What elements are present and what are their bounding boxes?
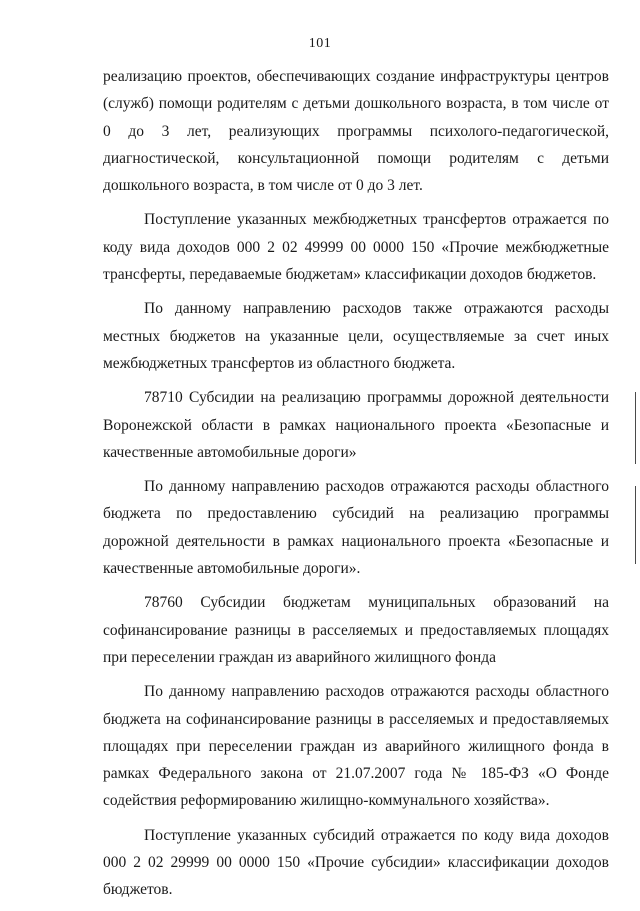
scan-edge-mark — [635, 486, 637, 564]
paragraph: По данному направлению расходов отражаются расходы областного бюджета на софинансирование разницы в расселяемых и предоставляемых площадях при переселении граждан из аварийного жилищного фонда в рамках Федерального закона от 21.07.2007 года № 185-ФЗ «О Фонде содействия реформированию жилищно-коммунального хозяйства». — [103, 683, 609, 810]
paragraph: 78760 Субсидии бюджетам муниципальных образований на софинансирование разницы в расселяемых и предоставляемых площадях при переселении граждан из аварийного жилищного фонда — [103, 594, 609, 666]
paragraph: По данному направлению расходов также отражаются расходы местных бюджетов на указанные цели, осуществляемые за счет иных межбюджетных трансфертов из областного бюджета. — [103, 300, 609, 372]
document-body — [103, 63, 609, 911]
page-number: 101 — [308, 36, 332, 51]
paragraph: 78710 Субсидии на реализацию программы дорожной деятельности Воронежской области в рамках национального проекта «Безопасные и качественные автомобильные дороги» — [103, 389, 609, 461]
scan-edge-mark — [635, 392, 637, 464]
paragraph: реализацию проектов, обеспечивающих создание инфраструктуры центров (служб) помощи родителям с детьми дошкольного возраста, в том числе от 0 до 3 лет, реализующих программы психолого-педагогической, диагностической, консультационной помощи родителям с детьми дошкольного возраста, в том числе от 0 до 3 лет. — [103, 68, 609, 195]
paragraph: Поступление указанных межбюджетных трансфертов отражается по коду вида доходов 000 2 02 49999 00 0000 150 «Прочие межбюджетные трансферты, передаваемые бюджетам» классификации доходов бюджетов. — [103, 211, 609, 284]
paragraph: Поступление указанных субсидий отражается по коду вида доходов 000 2 02 29999 00 0000 150 «Прочие субсидии» классификации доходов бюджетов. — [103, 826, 609, 899]
paragraph: По данному направлению расходов отражаются расходы областного бюджета по предоставлению субсидий на реализацию программы дорожной деятельности в рамках национального проекта «Безопасные и качественные автомобильные дороги». — [103, 478, 609, 578]
